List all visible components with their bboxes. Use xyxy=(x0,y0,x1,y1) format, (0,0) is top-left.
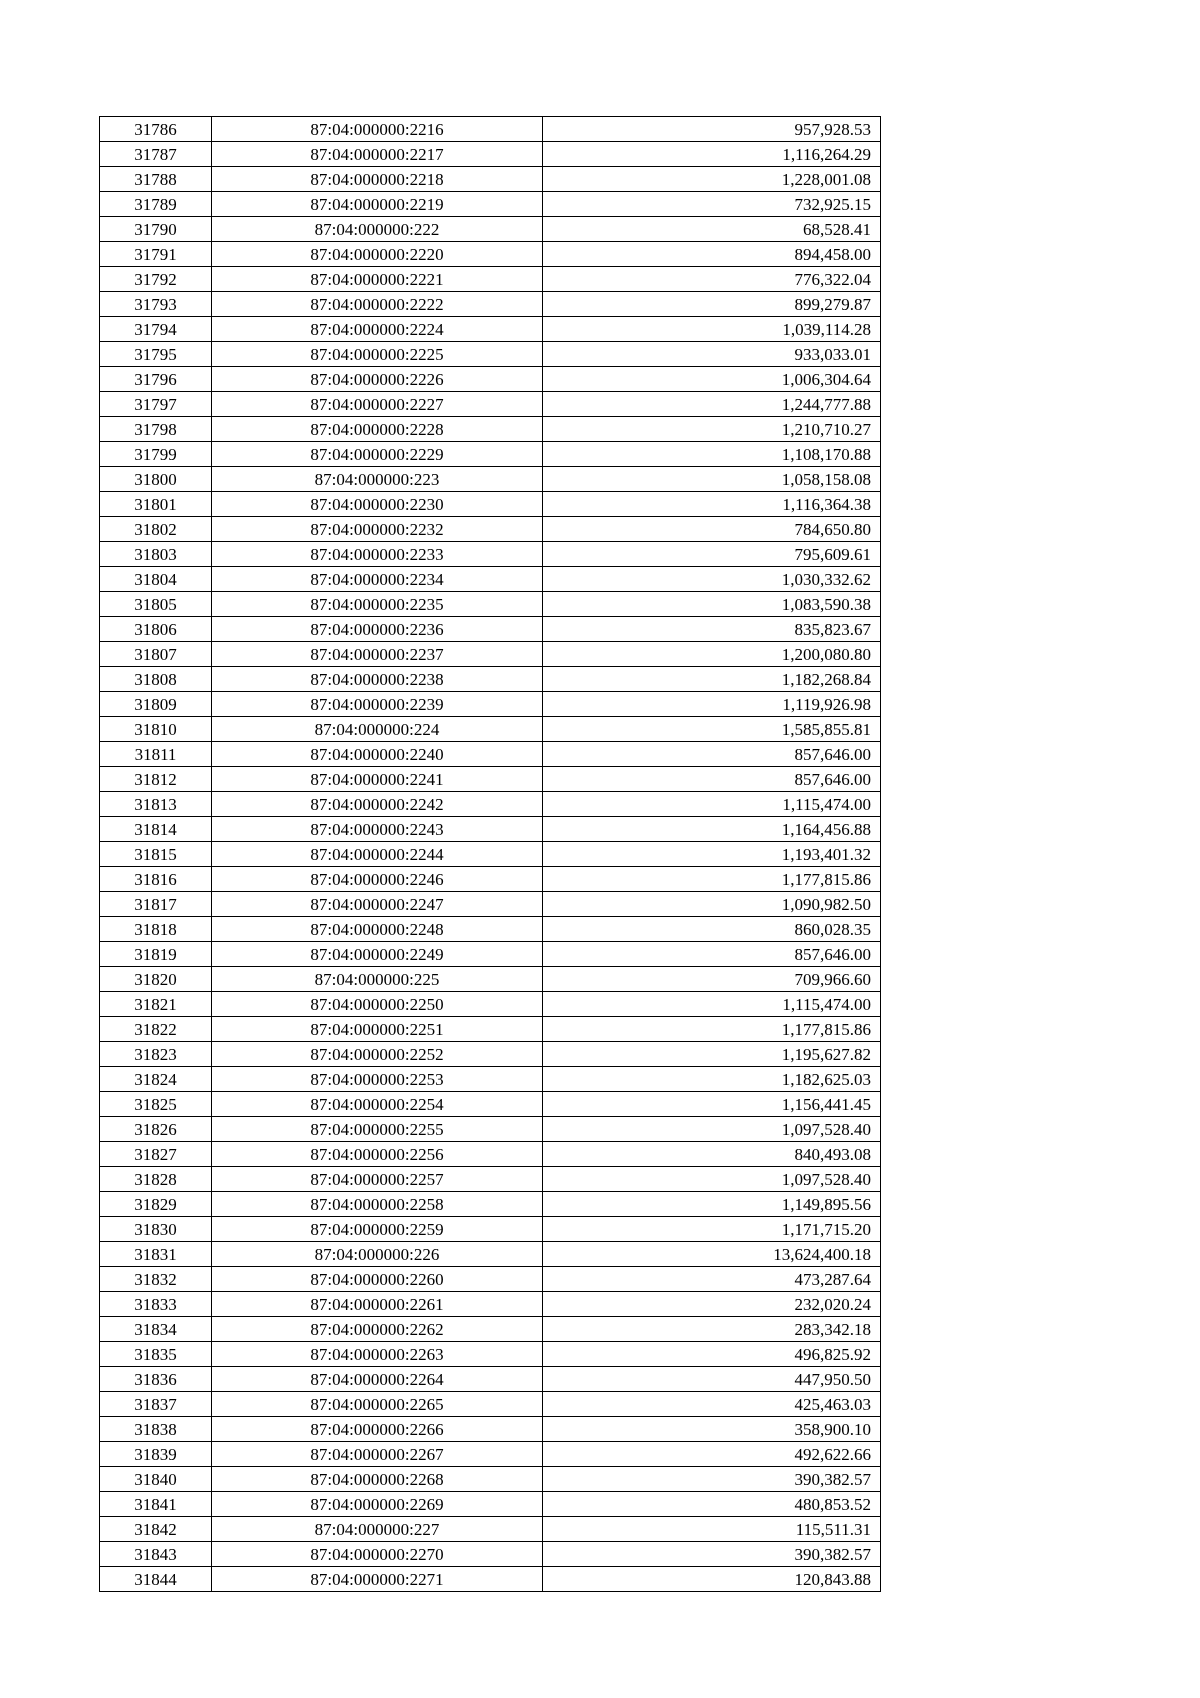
cadastral-value-cell: 1,108,170.88 xyxy=(543,442,881,467)
row-number-cell: 31838 xyxy=(100,1417,212,1442)
row-number-cell: 31791 xyxy=(100,242,212,267)
cadastral-number-cell: 87:04:000000:225 xyxy=(212,967,543,992)
table-row xyxy=(100,1117,881,1142)
table-row xyxy=(100,1517,881,1542)
table-row xyxy=(100,892,881,917)
table-row xyxy=(100,142,881,167)
cadastral-value-cell: 1,200,080.80 xyxy=(543,642,881,667)
table-row xyxy=(100,1392,881,1417)
row-number-cell: 31815 xyxy=(100,842,212,867)
cadastral-number-cell: 87:04:000000:2252 xyxy=(212,1042,543,1067)
table-row xyxy=(100,1542,881,1567)
cadastral-value-cell: 1,083,590.38 xyxy=(543,592,881,617)
cadastral-number-cell: 87:04:000000:2220 xyxy=(212,242,543,267)
cadastral-value-cell: 857,646.00 xyxy=(543,942,881,967)
table-row xyxy=(100,1317,881,1342)
row-number-cell: 31824 xyxy=(100,1067,212,1092)
cadastral-value-cell: 283,342.18 xyxy=(543,1317,881,1342)
row-number-cell: 31842 xyxy=(100,1517,212,1542)
cadastral-value-cell: 1,177,815.86 xyxy=(543,867,881,892)
row-number-cell: 31832 xyxy=(100,1267,212,1292)
cadastral-value-cell: 68,528.41 xyxy=(543,217,881,242)
row-number-cell: 31822 xyxy=(100,1017,212,1042)
table-row xyxy=(100,842,881,867)
table-body xyxy=(100,117,881,1592)
row-number-cell: 31788 xyxy=(100,167,212,192)
table-row xyxy=(100,1292,881,1317)
table-row xyxy=(100,767,881,792)
table-row xyxy=(100,942,881,967)
table-row xyxy=(100,342,881,367)
cadastral-number-cell: 87:04:000000:2235 xyxy=(212,592,543,617)
cadastral-number-cell: 87:04:000000:2253 xyxy=(212,1067,543,1092)
row-number-cell: 31793 xyxy=(100,292,212,317)
row-number-cell: 31789 xyxy=(100,192,212,217)
table-row xyxy=(100,1217,881,1242)
row-number-cell: 31830 xyxy=(100,1217,212,1242)
cadastral-value-cell: 480,853.52 xyxy=(543,1492,881,1517)
cadastral-number-cell: 87:04:000000:2249 xyxy=(212,942,543,967)
cadastral-value-cell: 473,287.64 xyxy=(543,1267,881,1292)
cadastral-number-cell: 87:04:000000:2251 xyxy=(212,1017,543,1042)
cadastral-value-cell: 496,825.92 xyxy=(543,1342,881,1367)
cadastral-number-cell: 87:04:000000:2228 xyxy=(212,417,543,442)
row-number-cell: 31817 xyxy=(100,892,212,917)
cadastral-value-cell: 709,966.60 xyxy=(543,967,881,992)
table-row xyxy=(100,1067,881,1092)
cadastral-value-cell: 1,115,474.00 xyxy=(543,992,881,1017)
cadastral-number-cell: 87:04:000000:222 xyxy=(212,217,543,242)
cadastral-value-cell: 1,164,456.88 xyxy=(543,817,881,842)
row-number-cell: 31820 xyxy=(100,967,212,992)
row-number-cell: 31823 xyxy=(100,1042,212,1067)
row-number-cell: 31840 xyxy=(100,1467,212,1492)
cadastral-value-cell: 857,646.00 xyxy=(543,742,881,767)
cadastral-number-cell: 87:04:000000:2217 xyxy=(212,142,543,167)
cadastral-value-cell: 835,823.67 xyxy=(543,617,881,642)
row-number-cell: 31831 xyxy=(100,1242,212,1267)
cadastral-value-cell: 1,149,895.56 xyxy=(543,1192,881,1217)
cadastral-value-cell: 857,646.00 xyxy=(543,767,881,792)
table-row xyxy=(100,617,881,642)
row-number-cell: 31835 xyxy=(100,1342,212,1367)
cadastral-number-cell: 87:04:000000:2234 xyxy=(212,567,543,592)
table-row xyxy=(100,117,881,142)
cadastral-number-cell: 87:04:000000:2260 xyxy=(212,1267,543,1292)
cadastral-number-cell: 87:04:000000:2237 xyxy=(212,642,543,667)
cadastral-value-cell: 1,182,625.03 xyxy=(543,1067,881,1092)
cadastral-number-cell: 87:04:000000:2268 xyxy=(212,1467,543,1492)
cadastral-number-cell: 87:04:000000:2246 xyxy=(212,867,543,892)
row-number-cell: 31836 xyxy=(100,1367,212,1392)
cadastral-value-cell: 120,843.88 xyxy=(543,1567,881,1592)
row-number-cell: 31795 xyxy=(100,342,212,367)
table-row xyxy=(100,742,881,767)
row-number-cell: 31790 xyxy=(100,217,212,242)
cadastral-value-cell: 390,382.57 xyxy=(543,1542,881,1567)
cadastral-number-cell: 87:04:000000:2254 xyxy=(212,1092,543,1117)
table-row xyxy=(100,917,881,942)
row-number-cell: 31794 xyxy=(100,317,212,342)
table-row xyxy=(100,417,881,442)
row-number-cell: 31802 xyxy=(100,517,212,542)
table-row xyxy=(100,542,881,567)
cadastral-number-cell: 87:04:000000:2269 xyxy=(212,1492,543,1517)
row-number-cell: 31828 xyxy=(100,1167,212,1192)
table-row xyxy=(100,217,881,242)
cadastral-number-cell: 87:04:000000:2222 xyxy=(212,292,543,317)
row-number-cell: 31843 xyxy=(100,1542,212,1567)
cadastral-number-cell: 87:04:000000:2241 xyxy=(212,767,543,792)
table-row xyxy=(100,1192,881,1217)
row-number-cell: 31801 xyxy=(100,492,212,517)
cadastral-number-cell: 87:04:000000:2259 xyxy=(212,1217,543,1242)
row-number-cell: 31808 xyxy=(100,667,212,692)
table-row xyxy=(100,517,881,542)
cadastral-number-cell: 87:04:000000:2256 xyxy=(212,1142,543,1167)
row-number-cell: 31787 xyxy=(100,142,212,167)
table-row xyxy=(100,717,881,742)
cadastral-value-cell: 1,116,264.29 xyxy=(543,142,881,167)
row-number-cell: 31803 xyxy=(100,542,212,567)
row-number-cell: 31818 xyxy=(100,917,212,942)
cadastral-number-cell: 87:04:000000:2267 xyxy=(212,1442,543,1467)
cadastral-value-cell: 390,382.57 xyxy=(543,1467,881,1492)
cadastral-value-cell: 492,622.66 xyxy=(543,1442,881,1467)
cadastral-value-cell: 1,182,268.84 xyxy=(543,667,881,692)
cadastral-number-cell: 87:04:000000:2240 xyxy=(212,742,543,767)
table-row xyxy=(100,1142,881,1167)
cadastral-value-cell: 776,322.04 xyxy=(543,267,881,292)
row-number-cell: 31841 xyxy=(100,1492,212,1517)
row-number-cell: 31806 xyxy=(100,617,212,642)
table-row xyxy=(100,642,881,667)
cadastral-number-cell: 87:04:000000:2244 xyxy=(212,842,543,867)
cadastral-number-cell: 87:04:000000:2263 xyxy=(212,1342,543,1367)
cadastral-value-cell: 1,195,627.82 xyxy=(543,1042,881,1067)
table-row xyxy=(100,1367,881,1392)
table-row xyxy=(100,992,881,1017)
cadastral-number-cell: 87:04:000000:2232 xyxy=(212,517,543,542)
row-number-cell: 31844 xyxy=(100,1567,212,1592)
row-number-cell: 31829 xyxy=(100,1192,212,1217)
cadastral-number-cell: 87:04:000000:2239 xyxy=(212,692,543,717)
table-row xyxy=(100,367,881,392)
row-number-cell: 31810 xyxy=(100,717,212,742)
table-row xyxy=(100,292,881,317)
row-number-cell: 31798 xyxy=(100,417,212,442)
cadastral-number-cell: 87:04:000000:2243 xyxy=(212,817,543,842)
cadastral-value-cell: 732,925.15 xyxy=(543,192,881,217)
cadastral-number-cell: 87:04:000000:2261 xyxy=(212,1292,543,1317)
cadastral-number-cell: 87:04:000000:2271 xyxy=(212,1567,543,1592)
cadastral-number-cell: 87:04:000000:2257 xyxy=(212,1167,543,1192)
row-number-cell: 31813 xyxy=(100,792,212,817)
cadastral-number-cell: 87:04:000000:2233 xyxy=(212,542,543,567)
cadastral-value-cell: 894,458.00 xyxy=(543,242,881,267)
cadastral-number-cell: 87:04:000000:2242 xyxy=(212,792,543,817)
table-row xyxy=(100,667,881,692)
table-row xyxy=(100,1092,881,1117)
row-number-cell: 31786 xyxy=(100,117,212,142)
row-number-cell: 31837 xyxy=(100,1392,212,1417)
cadastral-value-cell: 784,650.80 xyxy=(543,517,881,542)
cadastral-number-cell: 87:04:000000:2224 xyxy=(212,317,543,342)
cadastral-number-cell: 87:04:000000:2255 xyxy=(212,1117,543,1142)
cadastral-value-table xyxy=(99,116,881,1592)
cadastral-number-cell: 87:04:000000:2262 xyxy=(212,1317,543,1342)
table-row xyxy=(100,1417,881,1442)
row-number-cell: 31796 xyxy=(100,367,212,392)
row-number-cell: 31797 xyxy=(100,392,212,417)
cadastral-number-cell: 87:04:000000:2258 xyxy=(212,1192,543,1217)
cadastral-value-cell: 933,033.01 xyxy=(543,342,881,367)
cadastral-value-cell: 1,210,710.27 xyxy=(543,417,881,442)
table-row xyxy=(100,1442,881,1467)
cadastral-value-cell: 1,119,926.98 xyxy=(543,692,881,717)
table-row xyxy=(100,967,881,992)
table-row xyxy=(100,1267,881,1292)
row-number-cell: 31812 xyxy=(100,767,212,792)
table-row xyxy=(100,567,881,592)
cadastral-value-cell: 1,228,001.08 xyxy=(543,167,881,192)
row-number-cell: 31811 xyxy=(100,742,212,767)
cadastral-number-cell: 87:04:000000:2250 xyxy=(212,992,543,1017)
cadastral-number-cell: 87:04:000000:2248 xyxy=(212,917,543,942)
row-number-cell: 31833 xyxy=(100,1292,212,1317)
cadastral-number-cell: 87:04:000000:2216 xyxy=(212,117,543,142)
table-row xyxy=(100,192,881,217)
table-row xyxy=(100,1467,881,1492)
cadastral-value-cell: 13,624,400.18 xyxy=(543,1242,881,1267)
row-number-cell: 31834 xyxy=(100,1317,212,1342)
cadastral-value-cell: 1,193,401.32 xyxy=(543,842,881,867)
cadastral-value-cell: 1,115,474.00 xyxy=(543,792,881,817)
table-row xyxy=(100,392,881,417)
table-row xyxy=(100,592,881,617)
cadastral-number-cell: 87:04:000000:2270 xyxy=(212,1542,543,1567)
cadastral-value-cell: 1,006,304.64 xyxy=(543,367,881,392)
row-number-cell: 31825 xyxy=(100,1092,212,1117)
row-number-cell: 31819 xyxy=(100,942,212,967)
cadastral-value-cell: 425,463.03 xyxy=(543,1392,881,1417)
cadastral-value-cell: 957,928.53 xyxy=(543,117,881,142)
cadastral-number-cell: 87:04:000000:2230 xyxy=(212,492,543,517)
row-number-cell: 31814 xyxy=(100,817,212,842)
cadastral-value-cell: 1,116,364.38 xyxy=(543,492,881,517)
cadastral-number-cell: 87:04:000000:2264 xyxy=(212,1367,543,1392)
table-row xyxy=(100,692,881,717)
table-row xyxy=(100,1167,881,1192)
table-row xyxy=(100,1567,881,1592)
row-number-cell: 31800 xyxy=(100,467,212,492)
cadastral-number-cell: 87:04:000000:2227 xyxy=(212,392,543,417)
cadastral-value-cell: 860,028.35 xyxy=(543,917,881,942)
table-row xyxy=(100,442,881,467)
cadastral-number-cell: 87:04:000000:2229 xyxy=(212,442,543,467)
cadastral-value-cell: 840,493.08 xyxy=(543,1142,881,1167)
row-number-cell: 31821 xyxy=(100,992,212,1017)
table-row xyxy=(100,1342,881,1367)
cadastral-value-cell: 1,171,715.20 xyxy=(543,1217,881,1242)
table-row xyxy=(100,492,881,517)
cadastral-number-cell: 87:04:000000:2218 xyxy=(212,167,543,192)
table-row xyxy=(100,167,881,192)
cadastral-value-cell: 447,950.50 xyxy=(543,1367,881,1392)
row-number-cell: 31792 xyxy=(100,267,212,292)
cadastral-value-cell: 795,609.61 xyxy=(543,542,881,567)
row-number-cell: 31809 xyxy=(100,692,212,717)
row-number-cell: 31816 xyxy=(100,867,212,892)
cadastral-number-cell: 87:04:000000:2236 xyxy=(212,617,543,642)
table-row xyxy=(100,1042,881,1067)
table-row xyxy=(100,1017,881,1042)
cadastral-number-cell: 87:04:000000:224 xyxy=(212,717,543,742)
row-number-cell: 31826 xyxy=(100,1117,212,1142)
cadastral-value-cell: 1,244,777.88 xyxy=(543,392,881,417)
table-row xyxy=(100,1242,881,1267)
row-number-cell: 31839 xyxy=(100,1442,212,1467)
cadastral-number-cell: 87:04:000000:227 xyxy=(212,1517,543,1542)
table-row xyxy=(100,817,881,842)
table-row xyxy=(100,792,881,817)
cadastral-value-cell: 1,090,982.50 xyxy=(543,892,881,917)
cadastral-number-cell: 87:04:000000:226 xyxy=(212,1242,543,1267)
cadastral-number-cell: 87:04:000000:2221 xyxy=(212,267,543,292)
row-number-cell: 31804 xyxy=(100,567,212,592)
cadastral-number-cell: 87:04:000000:223 xyxy=(212,467,543,492)
cadastral-value-cell: 358,900.10 xyxy=(543,1417,881,1442)
cadastral-number-cell: 87:04:000000:2266 xyxy=(212,1417,543,1442)
cadastral-value-cell: 1,039,114.28 xyxy=(543,317,881,342)
table-row xyxy=(100,317,881,342)
cadastral-value-cell: 1,058,158.08 xyxy=(543,467,881,492)
cadastral-value-cell: 1,156,441.45 xyxy=(543,1092,881,1117)
cadastral-value-cell: 899,279.87 xyxy=(543,292,881,317)
cadastral-number-cell: 87:04:000000:2265 xyxy=(212,1392,543,1417)
row-number-cell: 31805 xyxy=(100,592,212,617)
row-number-cell: 31799 xyxy=(100,442,212,467)
cadastral-value-cell: 1,030,332.62 xyxy=(543,567,881,592)
cadastral-number-cell: 87:04:000000:2238 xyxy=(212,667,543,692)
cadastral-number-cell: 87:04:000000:2225 xyxy=(212,342,543,367)
cadastral-value-cell: 1,097,528.40 xyxy=(543,1117,881,1142)
row-number-cell: 31827 xyxy=(100,1142,212,1167)
cadastral-number-cell: 87:04:000000:2226 xyxy=(212,367,543,392)
table-row xyxy=(100,467,881,492)
document-page xyxy=(99,116,881,1592)
cadastral-number-cell: 87:04:000000:2219 xyxy=(212,192,543,217)
cadastral-value-cell: 232,020.24 xyxy=(543,1292,881,1317)
table-row xyxy=(100,242,881,267)
row-number-cell: 31807 xyxy=(100,642,212,667)
table-row xyxy=(100,267,881,292)
table-row xyxy=(100,1492,881,1517)
cadastral-value-cell: 1,097,528.40 xyxy=(543,1167,881,1192)
table-row xyxy=(100,867,881,892)
cadastral-value-cell: 115,511.31 xyxy=(543,1517,881,1542)
cadastral-value-cell: 1,177,815.86 xyxy=(543,1017,881,1042)
cadastral-number-cell: 87:04:000000:2247 xyxy=(212,892,543,917)
cadastral-value-cell: 1,585,855.81 xyxy=(543,717,881,742)
